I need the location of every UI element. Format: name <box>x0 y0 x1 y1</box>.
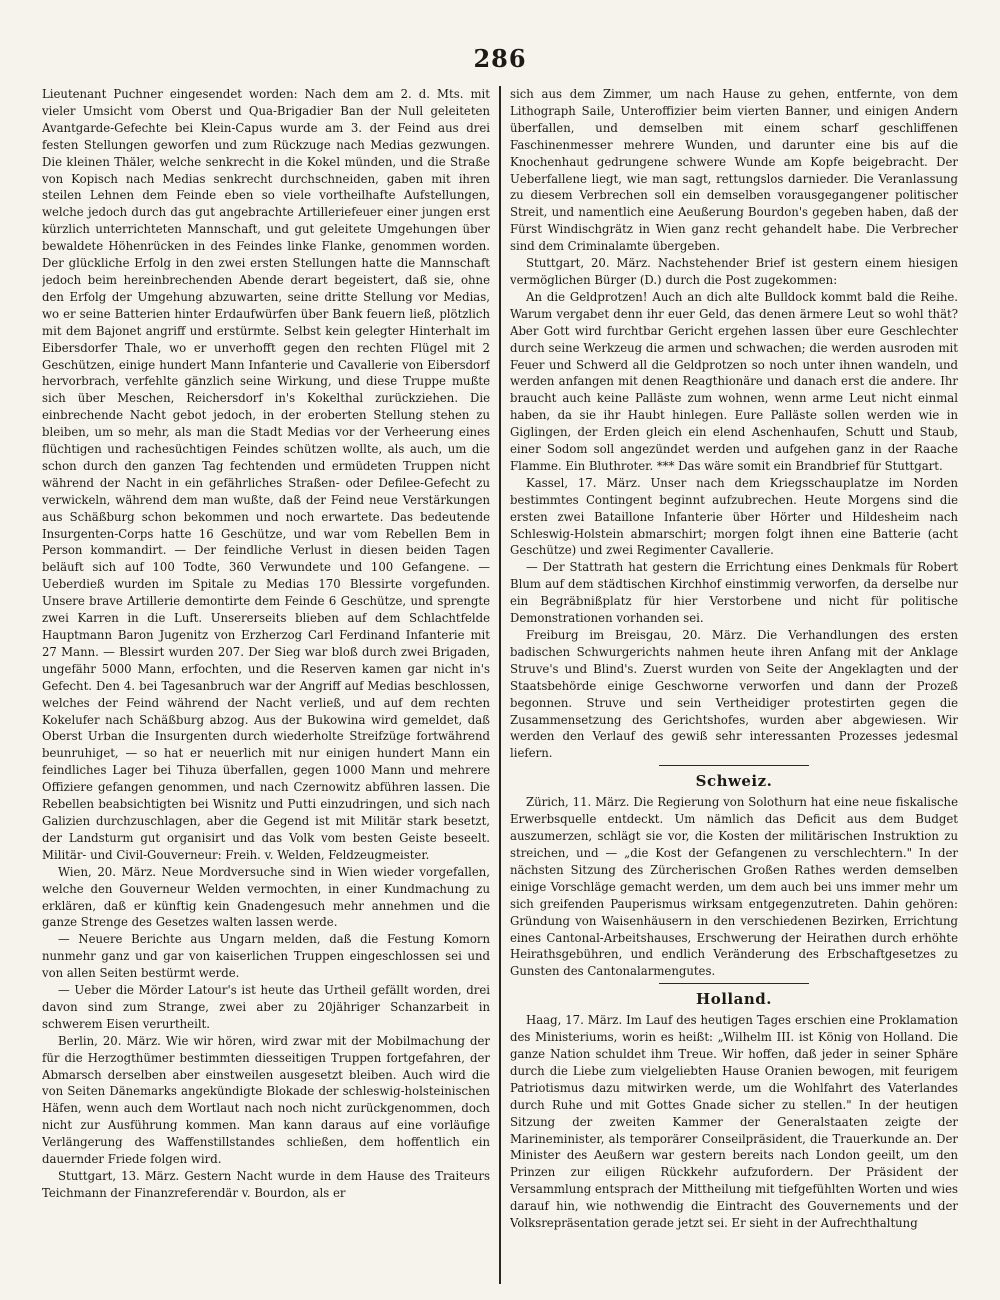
article-stuttgart-13: Stuttgart, 13. März. Gestern Nacht wurde in dem Hause des Traiteurs Teichmann der Finanzreferendär v. Bourdon, als er <box>42 1169 490 1200</box>
article-kassel-1: Kassel, 17. März. Unser nach dem Kriegsschauplatze im Norden bestimmtes Contingent beginnt aufzubrechen. Heute Morgens sind die ersten zwei Bataillone Infanterie über Hörter und Hildesheim nach Schleswig-Holstein abmarschirt; morgen folgt ihnen eine Batterie (acht Geschütze) und zwei Regimenter Cavallerie. <box>510 475 958 558</box>
right-column <box>510 86 958 1284</box>
article-wien-1: Wien, 20. März. Neue Mordversuche sind in Wien wieder vorgefallen, welche den Gouverneur Welden vermochten, in einer Kundmachung zu erklären, daß er künftig kein Gnadengesuch mehr annehmen und die ganze Strenge des Gesetzes walten lassen werde. <box>42 864 490 930</box>
columns <box>42 86 958 1284</box>
page-number: 286 <box>473 44 527 73</box>
left-column <box>42 86 490 1284</box>
section-heading-schweiz: Schweiz. <box>695 772 773 791</box>
article-wien-2: — Neuere Berichte aus Ungarn melden, daß die Festung Komorn nunmehr ganz und gar von kaiserlichen Truppen eingeschlossen sei und von allen Seiten bestürmt werde. <box>42 932 490 981</box>
article-berlin: Berlin, 20. März. Wie wir hören, wird zwar mit der Mobilmachung der für die Herzogthümer bestimmten diesseitigen Truppen fortgefahren, der Abmarsch derselben aber einstweilen ausgesetzt bleiben. Auch wird die von Seiten Dänemarks angekündigte Blokade der schleswig-holsteinischen Häfen, wenn auch dem Wortlaut nach noch nicht zurückgenommen, doch nicht zur Ausführung kommen. Man kann daraus auf eine vorläufige Verlängerung des Waffenstillstandes schließen, dem hoffentlich ein dauernder Friede folgen wird. <box>42 1033 490 1167</box>
article-stuttgart-13-cont: sich aus dem Zimmer, um nach Hause zu gehen, entfernte, von dem Lithograph Saile, Unteroffizier beim vierten Banner, und einigen Andern überfallen, und demselben mit einem scharf geschliffenen Faschinenmesser mehrere Wunden, und darunter eine bis auf die Knochenhaut gedrungene schwere Wunde am Kopfe beigebracht. Der Ueberfallene liegt, wie man sagt, rettungslos darnieder. Die Veranlassung zu diesem Verbrechen soll ein demselben vorausgegangener politischer Streit, und namentlich eine Aeußerung Bourdon's gegeben haben, daß der Fürst Windischgrätz in Wien ganz recht gehandelt habe. Die Verbrecher sind dem Criminalamte übergeben. <box>510 87 958 254</box>
separator-rule <box>659 983 809 984</box>
article-transylvania-report: Lieutenant Puchner eingesendet worden: Nach dem am 2. d. Mts. mit vieler Umsicht vom Oberst und Qua-Brigadier Ban der Null geleiteten Avantgarde-Gefechte bei Klein-Capus wurde am 3. der Feind aus drei festen Stellungen geworfen und zum Rückzuge nach Medias gezwungen. Die kleinen Thäler, welche senkrecht in die Kokel münden, und die Straße von Kopisch nach Medias senkrecht durchschneiden, gaben mit ihren steilen Lehnen dem Feinde eben so viele vortheilhafte Aufstellungen, welche jedoch durch das gut angebrachte Artilleriefeuer einer jungen erst kürzlich unterrichteten Mannschaft, und gut geleitete Umgehungen über bewaldete Höhenrücken in des Feindes linke Flanke, genommen worden. Der glückliche Erfolg in den zwei ersten Stellungen hatte die Mannschaft jedoch beim hereinbrechenden Abende derart begeistert, daß sie, ohne den Erfolg der Umgehung abzuwarten, seine dritte Stellung vor Medias, wo er seine Batterien hinter Erdaufwürfen über Bank feuern ließ, plötzlich mit dem Bajonet angriff und erstürmte. Selbst kein gelegter Hinterhalt im Eibersdorfer Thale, wo er unverhofft gegen den rechten Flügel mit 2 Geschützen, einige hundert Mann Infanterie und Cavallerie von Eibersdorf hervorbrach, verfehlte gänzlich seine Wirkung, und diese Truppe mußte sich über Meschen, Reichersdorf in's Kokelthal zurückziehen. Die einbrechende Nacht gebot jedoch, in der eroberten Stellung stehen zu bleiben, um so mehr, als man die Stadt Medias vor der Verheerung eines flüchtigen und rachesüchtigen Feindes schützen wollte, als auch, um die schon durch den ganzen Tag fechtenden und ermüdeten Truppen nicht während der Nacht in ein gefährliches Straßen- oder Defilee-Gefecht zu verwickeln, während dem man wußte, daß der Feind neue Verstärkungen aus Schäßburg schon bekommen und noch erwartete. Das bedeutende Insurgenten-Corps hatte 16 Geschütze, und war vom Rebellen Bem in Person kommandirt. — Der feindliche Verlust in diesen beiden Tagen beläuft sich auf 100 Todte, 360 Verwundete und 100 Gefangene. — Ueberdieß wurden im Spitale zu Medias 170 Blessirte vorgefunden. Unsere brave Artillerie demontirte dem Feinde 6 Geschütze, und sprengte zwei Karren in die Luft. Unsererseits blieben auf dem Schlachtfelde Hauptmann Baron Jugenitz von Erzherzog Carl Ferdinand Infanterie mit 27 Mann. — Blessirt wurden 207. Der Sieg war bloß durch zwei Brigaden, ungefähr 5000 Mann, erfochten, und die Reserven kamen gar nicht in's Gefecht. Den 4. bei Tagesanbruch war der Angriff auf Medias beschlossen, welches der Feind während der Nacht verließ, und auf dem rechten Kokelufer nach Schäßburg abzog. Aus der Bukowina wird gemeldet, daß Oberst Urban die Insurgenten durch wiederholte Streifzüge fortwährend beunruhiget, — so hat er neuerlich mit nur einigen hundert Mann ein feindliches Lager bei Tihuza überfallen, gegen 1000 Mann und mehrere Offiziere gefangen genommen, und nach Czernowitz abführen lassen. Die Rebellen beabsichtigten bei Wisnitz und Putti einzudringen, und sich nach Galizien durchzuschlagen, aber die Gegend ist mit Militär stark besetzt, der Landsturm gut organisirt und das Volk vom besten Geiste beseelt. Militär- und Civil-Gouverneur: Freih. v. Welden, Feldzeugmeister. <box>42 87 490 862</box>
article-zuerich: Zürich, 11. März. Die Regierung von Solothurn hat eine neue fiskalische Erwerbsquelle entdeckt. Um nämlich das Deficit aus dem Budget auszumerzen, schlägt sie vor, die Kosten der militärischen Instruktion zu streichen, und — „die Kost der Gefangenen zu verschlechtern." In der nächsten Sitzung des Zürcherischen Großen Rathes werden demselben einige Vorschläge gemacht werden, um dem auch bei uns immer mehr um sich greifenden Pauperismus wirksam entgegenzutreten. Dahin gehören: Gründung von Waisenhäusern in den verschiedenen Bezirken, Errichtung eines Cantonal-Arbeitshauses, Erschwerung der Heirathen durch erhöhte Heirathsgebühren, und endlich Veränderung des Erbschaftgesetzes zu Gunsten des Cantonalarmengutes. <box>510 795 958 979</box>
section-heading-holland: Holland. <box>696 990 772 1009</box>
separator-rule <box>659 765 809 766</box>
column-rule <box>499 86 501 1284</box>
article-kassel-2: — Der Stattrath hat gestern die Errichtung eines Denkmals für Robert Blum auf dem städtischen Kirchhof einstimmig verworfen, da derselbe nur ein Begräbnißplatz für hier Verstorbene und nicht für politische Demonstrationen vorhanden sei. <box>510 560 958 626</box>
article-wien-3: — Ueber die Mörder Latour's ist heute das Urtheil gefällt worden, drei davon sind zum Strange, zwei aber zu 20jähriger Schanzarbeit in schwerem Eisen verurtheilt. <box>42 983 490 1031</box>
article-brandbrief: An die Geldprotzen! Auch an dich alte Bulldock kommt bald die Reihe. Warum vergabet denn ihr euer Geld, das denen ärmere Leut so wohl thät? Aber Gott wird furchtbar Gericht ergehen lassen über eure Geschlechter durch seine Werkzeug die armen und schwachen; die werden ausroden mit Feuer und Schwerd all die Geldprotzen so noch unter ihnen wandeln, und werden anfangen mit denen Reagthionäre und danach erst die andere. Ihr braucht auch keine Palläste zum wohnen, wenn arme Leut nicht einmal haben, da sie ihr Haubt hinlegen. Eure Palläste sollen werden wie in Giglingen, der Erden gleich ein elend Aschenhaufen, Schutt und Staub, einer Sodom soll angezündet werden und aufgehen ganz in der Raache Flamme. Ein Bluthroter. *** Das wäre somit ein Brandbrief für Stuttgart. <box>510 289 958 473</box>
article-haag: Haag, 17. März. Im Lauf des heutigen Tages erschien eine Proklamation des Ministeriums, worin es heißt: „Wilhelm III. ist König von Holland. Die ganze Nation schuldet ihm Treue. Wir hoffen, daß jeder in seiner Sphäre durch die Liebe zum vielgeliebten Hause Oranien bewogen, mit feurigem Patriotismus dazu mitwirken werde, um die Wohlfahrt des Vaterlandes durch Ruhe und mit Gottes Gnade sicher zu stellen." In der heutigen Sitzung der zweiten Kammer der Generalstaaten zeigte der Marineminister, als temporärer Conseilpräsident, die Trauerkunde an. Der Minister des Aeußern war gestern bereits nach London geeilt, um den Prinzen zur eiligen Rückkehr aufzufordern. Der Präsident der Versammlung entsprach der Mittheilung mit tiefgefühlten Worten und wies darauf hin, wie nothwendig die Eintracht des Gouvernements und der Volksrepräsentation gerade jetzt sei. Er sieht in der Aufrechthaltung <box>510 1013 958 1231</box>
article-freiburg: Freiburg im Breisgau, 20. März. Die Verhandlungen des ersten badischen Schwurgerichts nahmen heute ihren Anfang mit der Anklage Struve's und Blind's. Zuerst wurden von Seite der Angeklagten und der Staatsbehörde einige Geschworne verworfen und dann der Prozeß begonnen. Struve und sein Vertheidiger protestirten gegen die Zusammensetzung des Gerichtshofes, wurden aber abgewiesen. Wir werden den Verlauf des gewiß sehr interessanten Prozesses jedesmal liefern. <box>510 628 958 761</box>
article-stuttgart-20: Stuttgart, 20. März. Nachstehender Brief ist gestern einem hiesigen vermöglichen Bürger (D.) durch die Post zugekommen: <box>510 256 958 287</box>
